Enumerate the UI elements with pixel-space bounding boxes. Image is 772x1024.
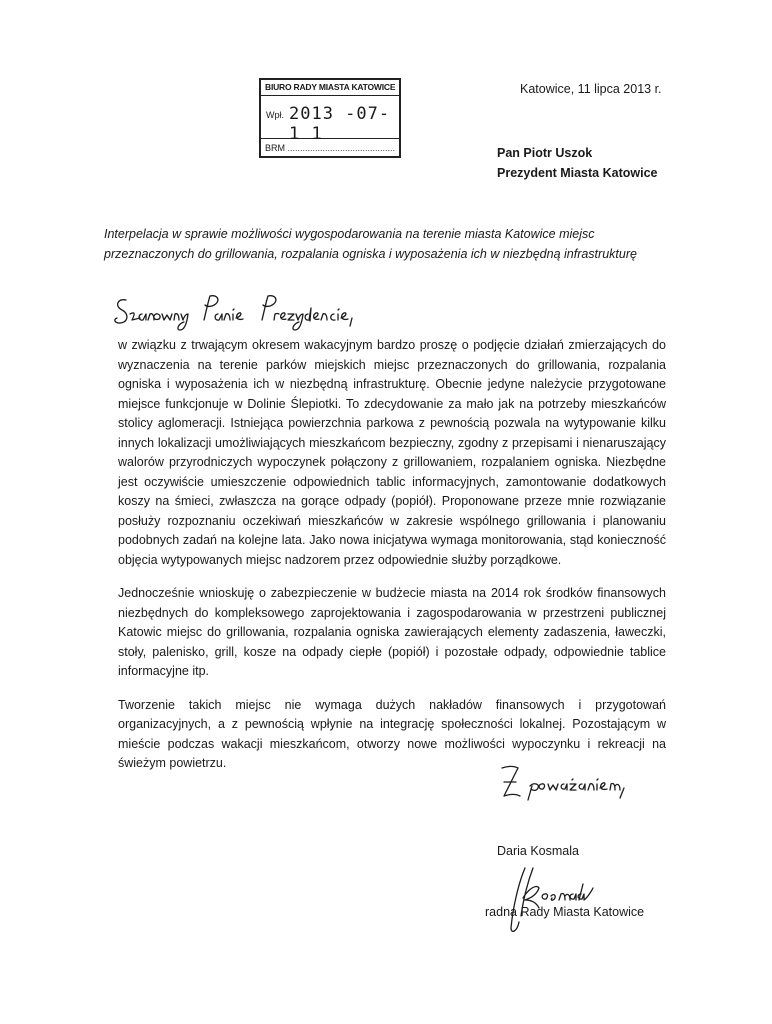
stamp-office: BIURO RADY MIASTA KATOWICE [261,80,399,96]
body-paragraph-1: w związku z trwającym okresem wakacyjnym bardzo proszę o podjęcie działań zmierzających do wyznaczenia na terenie parków miejskich miejsc przeznaczonych do grillowania, rozpalania ogniska i wyposażenia ich w niezbędną infrastrukturę. Obecnie jedyne należycie przygotowane miejsce funkcjonuje w Dolinie Ślepiotki. To zdecydowanie za mało jak na potrzeby mieszkańców stolicy aglomeracji. Istniejąca powierzchnia parkowa z pewnością pozwala na wytypowanie kilku innych lokalizacji umożliwiających mieszkańcom bezpieczny, zgodny z przepisami i nienaruszający walorów przyrodniczych wypoczynek połączony z grillowaniem, rozpalaniem ogniska. Niezbędne jest oczywiście umieszczenie odpowiednich tablic informacyjnych, zamontowanie dodatkowych koszy na śmieci, zwłaszcza na gorące odpady (popiół). Proponowane przeze mnie rozwiązanie posłuży rozpoznaniu oczekiwań mieszkańców w zakresie wspólnego grillowania i planowaniu podobnych zadań na kolejne lata. Jako nowa inicjatywa wymaga monitorowania, stąd konieczność objęcia wytypowanych miejsc nadzorem przez odpowiednie służby porządkowe. [118,338,666,567]
handwritten-closing [498,756,678,806]
stamp-reference-dots: ........................................... [287,143,396,153]
subject-line: Interpelacja w sprawie możliwości wygospodarowania na terenie miasta Katowice miejsc przeznaczonych do grillowania, rozpalania ogniska i wyposażenia ich w niezbędną infrastrukturę [104,227,637,261]
handwritten-salutation [112,290,412,336]
receipt-stamp [259,78,401,158]
handwritten-signature [497,862,637,936]
stamp-reference-label: BRM [265,143,285,153]
signatory-name: Daria Kosmala [497,844,579,858]
letter-body [118,336,666,788]
stamp-received-label: Wpł. [266,110,284,120]
stamp-received-date: 2013 -07- 1 1 [289,104,391,144]
stamp-received-row [261,96,399,144]
recipient-block [497,143,657,183]
place-date: Katowice, 11 lipca 2013 r. [520,82,662,96]
signatory-title: radna Rady Miasta Katowice [485,905,645,919]
recipient-title: Prezydent Miasta Katowice [497,166,658,180]
body-paragraph-2: Jednocześnie wnioskuję o zabezpieczenie w budżecie miasta na 2014 rok środków finansowych niezbędnych do kompleksowego zaprojektowania i zagospodarowania w przestrzeni publicznej Katowic miejsc do grillowania, rozpalania ogniska zawierających elementy zadaszenia, ławeczki, stoły, palenisko, grill, kosze na odpady ciepłe (popiół) i pozostałe odpady, odpowiednie tablice informacyjne itp. [118,586,666,678]
recipient-name: Pan Piotr Uszok [497,146,593,160]
body-paragraph-3: Tworzenie takich miejsc nie wymaga dużych nakładów finansowych i przygotowań organizacyjnych, a z pewnością wpłynie na integrację społeczności lokalnej. Pozostającym w mieście podczas wakacji mieszkańcom, otworzy nowe możliwości wypoczynku i rekreacji na świeżym powietrzu. [118,697,666,770]
